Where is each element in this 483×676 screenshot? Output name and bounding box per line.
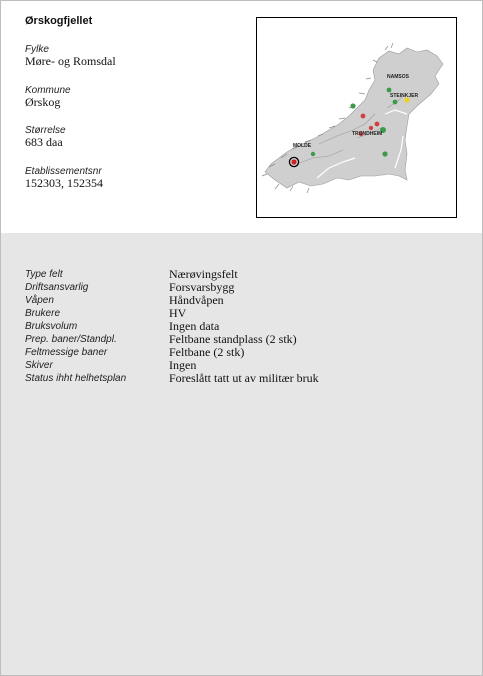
property-label: Skiver [25,360,53,371]
property-label: Våpen [25,295,54,306]
field-value: 683 daa [25,135,63,149]
field-value: Ørskog [25,95,61,109]
map-label-molde: MOLDE [293,143,312,149]
field-label: Størrelse [25,125,66,136]
property-label: Bruksvolum [25,321,78,332]
property-label: Prep. baner/Standpl. [25,334,117,345]
property-label: Driftsansvarlig [25,282,89,293]
property-value: Håndvåpen [169,293,224,307]
property-label: Status ihht helhetsplan [25,373,127,384]
property-value: Feltbane (2 stk) [169,345,245,359]
field-value: 152303, 152354 [25,176,103,190]
page-title: Ørskogfjellet [25,15,93,27]
map-label-namsos: NAMSOS [387,74,409,80]
property-value: Forsvarsbygg [169,280,235,294]
property-label: Type felt [25,269,63,280]
property-value: Ingen data [169,319,220,333]
property-value: Foreslått tatt ut av militær bruk [169,371,319,385]
property-label: Brukere [25,308,61,319]
property-label: Feltmessige baner [25,347,108,358]
map-label-steinkjer: STEINKJER [390,93,419,99]
field-label: Fylke [25,44,49,55]
property-value: Ingen [169,358,197,372]
property-value: Feltbane standplass (2 stk) [169,332,297,346]
map-label-trondheim: TRONDHEIM [352,131,383,137]
field-value: Møre- og Romsdal [25,54,116,68]
property-value: HV [169,306,187,320]
field-label: Kommune [25,85,71,96]
property-value: Nærøvingsfelt [169,267,238,281]
field-label: Etablissementsnr [25,166,102,177]
